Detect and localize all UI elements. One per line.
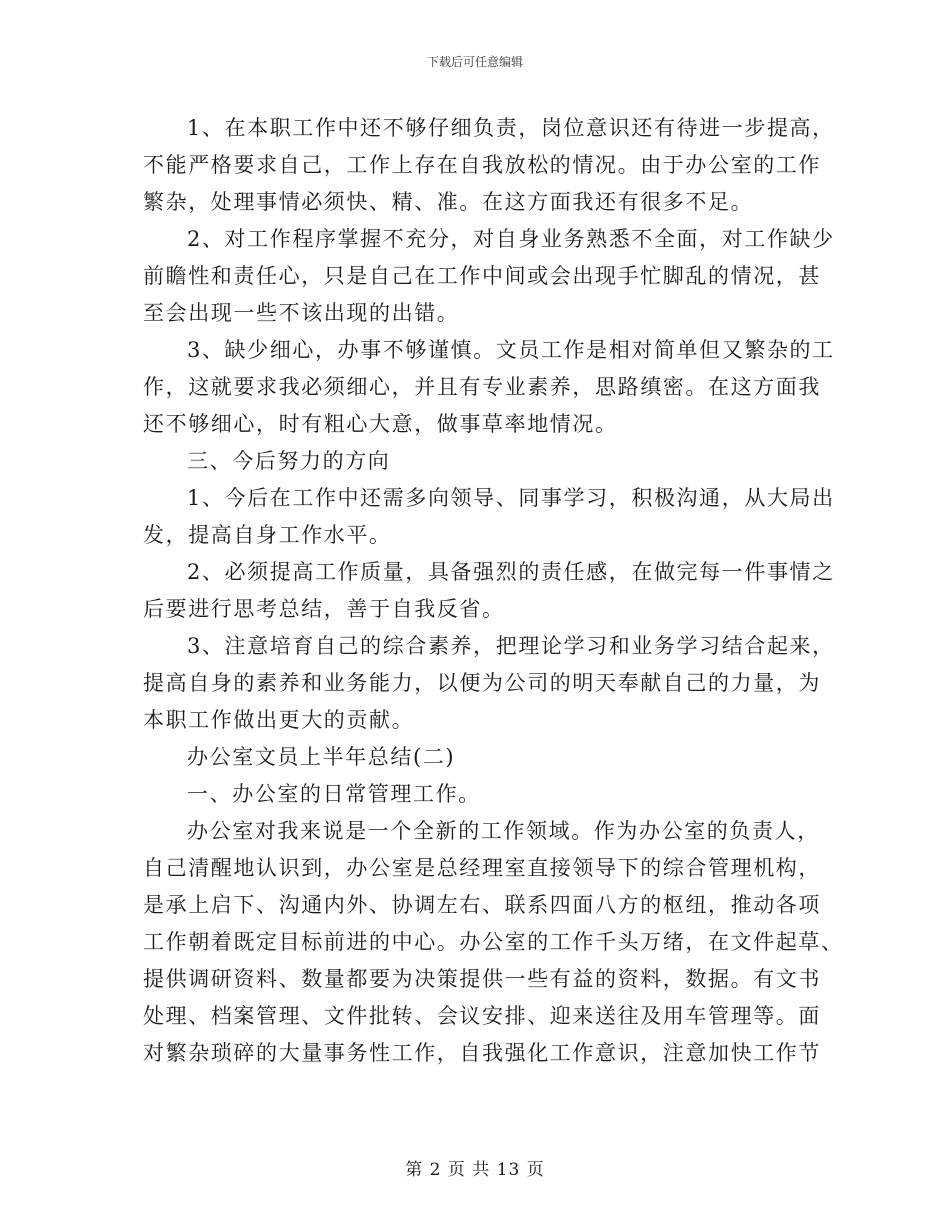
text-line: 至会出现一些不该出现的出错。	[143, 301, 460, 325]
download-note: 下载后可任意编辑	[426, 55, 523, 69]
text-line: 1、在本职工作中还不够仔细负责，岗位意识还有待进一步提高，	[187, 116, 835, 140]
text-line: 前瞻性和责任心，只是自己在工作中间或会出现手忙脚乱的情况，甚	[143, 264, 821, 288]
text-line: 3、缺少细心，办事不够谨慎。文员工作是相对简单但又繁杂的工	[187, 338, 835, 362]
text-line: 提供调研资料、数量都要为决策提供一些有益的资料，数据。有文书	[143, 967, 821, 991]
text-line: 办公室文员上半年总结(二)	[187, 745, 456, 769]
text-line: 对繁杂琐碎的大量事务性工作，自我强化工作意识，注意加快工作节	[143, 1041, 821, 1065]
text-line: 不能严格要求自己，工作上存在自我放松的情况。由于办公室的工作	[143, 153, 821, 177]
text-line: 2、对工作程序掌握不充分，对自身业务熟悉不全面，对工作缺少	[187, 227, 835, 251]
text-line: 一、办公室的日常管理工作。	[187, 782, 481, 806]
text-line: 自己清醒地认识到，办公室是总经理室直接领导下的综合管理机构，	[143, 856, 821, 880]
text-line: 处理、档案管理、文件批转、会议安排、迎来送往及用车管理等。面	[143, 1004, 821, 1028]
text-line: 本职工作做出更大的贡献。	[143, 708, 415, 732]
text-line: 繁杂，处理事情必须快、精、准。在这方面我还有很多不足。	[143, 190, 754, 214]
text-line: 作，这就要求我必须细心，并且有专业素养，思路缜密。在这方面我	[143, 375, 821, 399]
text-line: 发，提高自身工作水平。	[143, 523, 392, 547]
text-line: 还不够细心，时有粗心大意，做事草率地情况。	[143, 412, 618, 436]
text-line: 后要进行思考总结，善于自我反省。	[143, 597, 505, 621]
text-line: 2、必须提高工作质量，具备强烈的责任感，在做完每一件事情之	[187, 560, 835, 584]
text-line: 是承上启下、沟通内外、协调左右、联系四面八方的枢纽，推动各项	[143, 893, 821, 917]
page-number: 第 2 页 共 13 页	[405, 1160, 545, 1180]
text-line: 三、今后努力的方向	[187, 449, 391, 473]
text-line: 3、注意培育自己的综合素养，把理论学习和业务学习结合起来，	[187, 634, 835, 658]
text-line: 1、今后在工作中还需多向领导、同事学习，积极沟通，从大局出	[187, 486, 835, 510]
text-line: 办公室对我来说是一个全新的工作领域。作为办公室的负责人，	[187, 819, 820, 843]
text-line: 提高自身的素养和业务能力，以便为公司的明天奉献自己的力量，为	[143, 671, 821, 695]
text-line: 工作朝着既定目标前进的中心。办公室的工作千头万绪，在文件起草、	[143, 930, 844, 954]
document-body	[143, 110, 844, 1072]
